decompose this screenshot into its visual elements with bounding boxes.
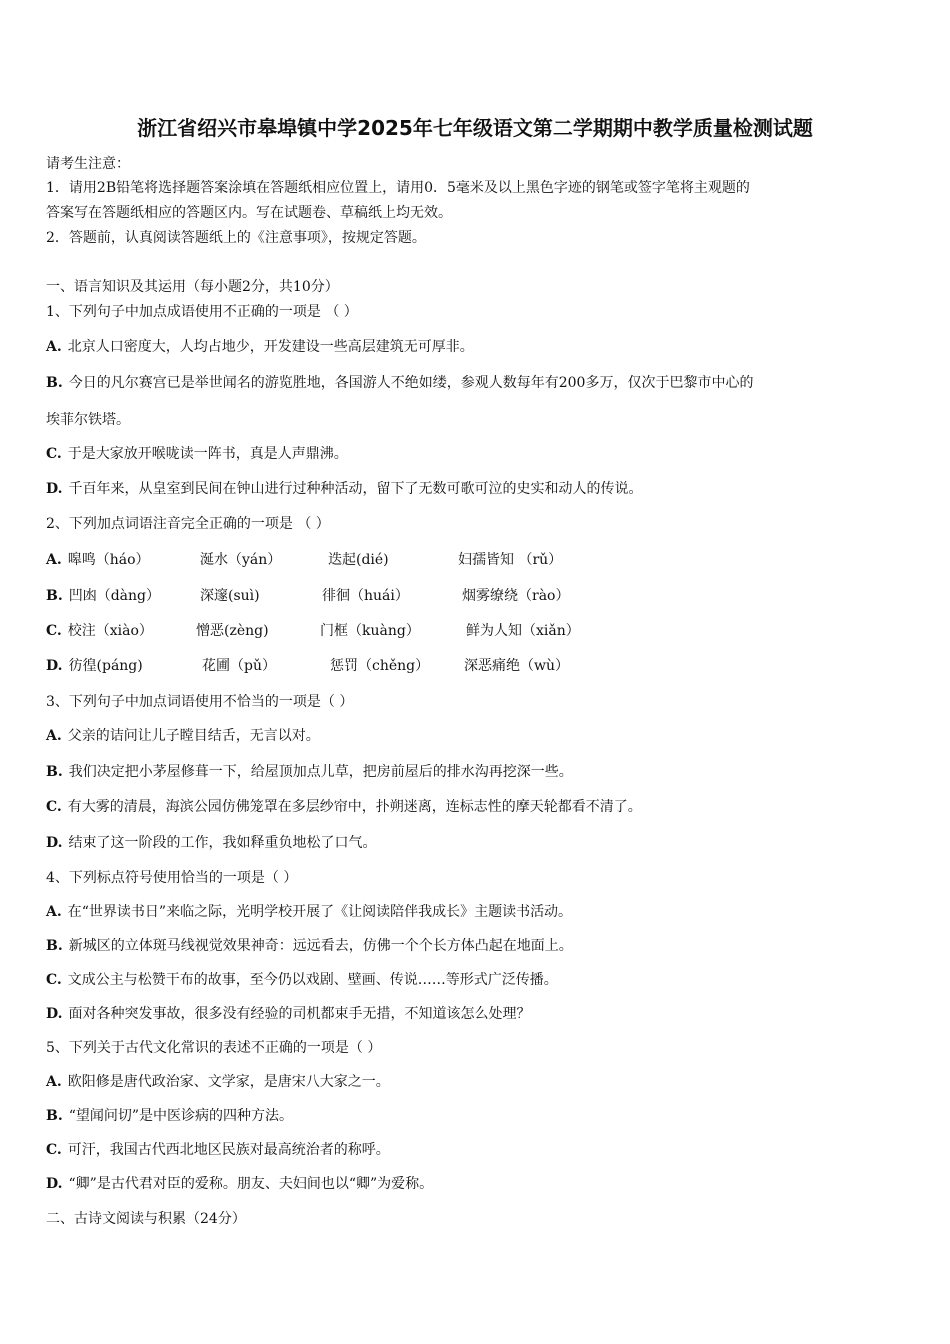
q1-option-b: B. 今日的凡尔赛宫已是举世闻名的游览胜地，各国游人不绝如缕，参观人数每年有200多万，仅次于巴黎市中心的 (46, 375, 754, 391)
q3-option-a: A. 父亲的诘问让儿子瞠目结舌，无言以对。 (46, 728, 320, 744)
q5-option-c: C. 可汗，我国古代西北地区民族对最高统治者的称呼。 (46, 1142, 390, 1158)
q4-option-a: A. 在“世界读书日”来临之际，光明学校开展了《让阅读陪伴我成长》主题读书活动。 (46, 904, 573, 920)
q2-option-a: A. 嗥鸣（háo） 涎水（yán） 迭起(dié) 妇孺皆知 （rǔ） (46, 552, 563, 568)
q2-option-c: C. 校注（xiào） 憎恶(zèng) 门框（kuàng） 鲜为人知（xiǎn） (46, 623, 580, 639)
notice-item-1-line-2: 答案写在答题纸相应的答题区内。写在试题卷、草稿纸上均无效。 (46, 205, 452, 221)
q5-stem: 5、下列关于古代文化常识的表述不正确的一项是（ ） (46, 1040, 382, 1056)
q1-stem: 1、下列句子中加点成语使用不正确的一项是 （ ） (46, 304, 358, 320)
notice-item-1-line-1: 1．请用2B铅笔将选择题答案涂填在答题纸相应位置上，请用0．5毫米及以上黑色字迹的钢笔或签字笔将主观题的 (46, 180, 750, 196)
q2-stem: 2、下列加点词语注音完全正确的一项是 （ ） (46, 516, 330, 532)
q5-option-b: B. “望闻问切”是中医诊病的四种方法。 (46, 1108, 294, 1124)
q4-option-d: D. 面对各种突发事故，很多没有经验的司机都束手无措，不知道该怎么处理？ (46, 1006, 531, 1022)
q1-option-d: D. 千百年来，从皇室到民间在钟山进行过种种活动，留下了无数可歌可泣的史实和动人的传说。 (46, 481, 643, 497)
q4-stem: 4、下列标点符号使用恰当的一项是（ ） (46, 870, 298, 886)
q2-option-b: B. 凹凼（dàng） 深邃(suì) 徘徊（huái） 烟雾缭绕（rào） (46, 588, 570, 604)
q5-option-d: D. “卿”是古代君对臣的爱称。朋友、夫妇间也以“卿”为爱称。 (46, 1176, 434, 1192)
q5-option-a: A. 欧阳修是唐代政治家、文学家，是唐宋八大家之一。 (46, 1074, 390, 1090)
section-1-heading: 一、语言知识及其运用（每小题2分，共10分） (46, 279, 339, 295)
page-title: 浙江省绍兴市皋埠镇中学2025年七年级语文第二学期期中教学质量检测试题 (137, 116, 813, 140)
q2-option-d: D. 彷徨(páng) 花圃（pǔ） 惩罚（chěng） 深恶痛绝（wù） (46, 658, 569, 674)
q3-option-b: B. 我们决定把小茅屋修葺一下，给屋顶加点儿草，把房前屋后的排水沟再挖深一些。 (46, 764, 573, 780)
notice-item-2: 2．答题前，认真阅读答题纸上的《注意事项》，按规定答题。 (46, 230, 426, 246)
q1-option-b-line-2: 埃菲尔铁塔。 (46, 412, 130, 428)
q4-option-b: B. 新城区的立体斑马线视觉效果神奇：远远看去，仿佛一个个长方体凸起在地面上。 (46, 938, 573, 954)
q1-option-c: C. 于是大家放开喉咙读一阵书，真是人声鼎沸。 (46, 446, 348, 462)
q4-option-c: C. 文成公主与松赞干布的故事，至今仍以戏剧、壁画、传说……等形式广泛传播。 (46, 972, 558, 988)
q3-option-c: C. 有大雾的清晨，海滨公园仿佛笼罩在多层纱帘中，扑朔迷离，连标志性的摩天轮都看不清了。 (46, 799, 642, 815)
section-2-heading: 二、古诗文阅读与积累（24分） (46, 1211, 246, 1227)
notice-heading: 请考生注意： (46, 156, 130, 172)
q3-option-d: D. 结束了这一阶段的工作，我如释重负地松了口气。 (46, 835, 377, 851)
q1-option-a: A. 北京人口密度大，人均占地少，开发建设一些高层建筑无可厚非。 (46, 339, 474, 355)
q3-stem: 3、下列句子中加点词语使用不恰当的一项是（ ） (46, 694, 354, 710)
